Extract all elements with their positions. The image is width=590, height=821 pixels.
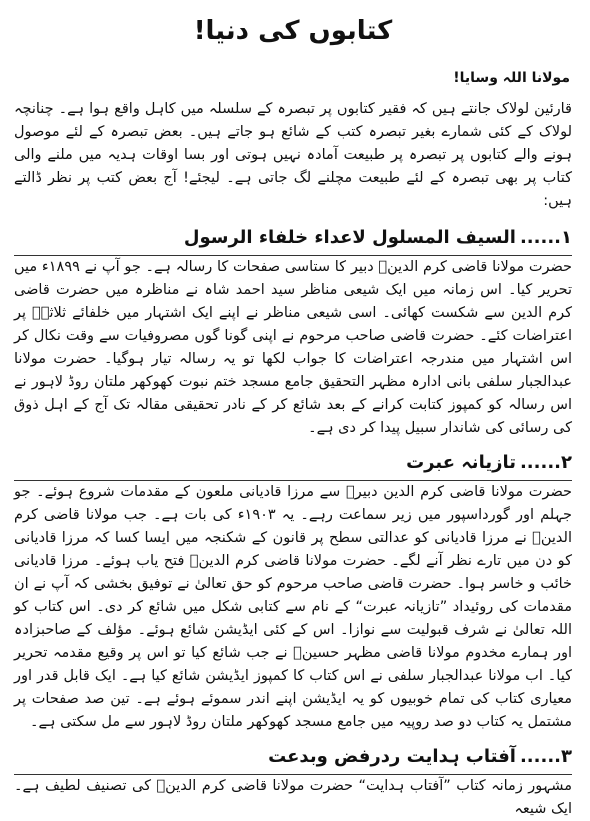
author-name: مولانا اللہ وسایا! — [453, 70, 570, 86]
section-2-body: حضرت مولانا قاضی کرم الدین دبیرؒ سے مرزا قادیانی ملعون کے مقدمات شروع ہوئے۔ جو جہلم اور گورداسپور میں زیر سماعت رہے۔ یہ ۱۹۰۳ء کی بات ہے۔ جب مولانا قاضی کرم الدینؒ نے مرزا قادیانی کو عدالتی سطح پر قانون کے شکنجہ میں ایسا کسا کہ مرزا قادیانی کو دن میں تارے نظر آنے لگے۔ حضرت مولانا قاضی کرم الدینؒ فتح یاب ہوئے۔ مرزا قادیانی خائب و خاسر ہوا۔ حضرت قاضی صاحب مرحوم کو حق تعالیٰ نے توفیق بخشی کہ آپ نے ان مقدمات کی روئیداد ”تازیانہ عبرت“ کے نام سے کتابی شکل میں شائع کر دی۔ اس کتاب کو اللہ تعالیٰ نے شرف قبولیت سے نوازا۔ اس کے کئی ایڈیشن شائع ہوئے۔ مؤلف کے صاحبزادہ اور ہمارے مخدوم مولانا قاضی مظہر حسینؒ نے جب شائع کیا تو اس پر وقیع مقدمہ تحریر کیا۔ اب مولانا عبدالجبار سلفی نے اس کتاب کا کمپوز ایڈیشن شائع کیا ہے۔ ایک قابل قدر اور معیاری کتاب کی تمام خوبیوں کو یہ ایڈیشن اپنے اندر سموئے ہوئے ہے۔ تین صد صفحات پر مشتمل یہ کتاب دو صد روپیہ میں جامع مسجد کھوکھر ملتان روڈ لاہور سے مل سکتی ہے۔ — [14, 484, 572, 730]
section-3-heading — [14, 740, 572, 775]
section-2-heading — [14, 446, 572, 481]
section-1-body: حضرت مولانا قاضی کرم الدینؒ دبیر کا ستاسی صفحات کا رسالہ ہے۔ جو آپ نے ۱۸۹۹ء میں تحریر کیا۔ اس زمانہ میں ایک شیعی مناظر سید احمد شاہ نے مناظرہ میں حضرت قاضی کرم الدین سے شکست کھائی۔ اسی شیعی مناظر نے اپنے ایک اشتہار میں خلفائے ثلاثہؓ پر اعتراضات کئے۔ حضرت قاضی صاحب مرحوم نے اپنی گونا گوں مصروفیات سے وقت نکال کر اس اشتہار میں مندرجہ اعتراضات کا جواب لکھا تو یہ رسالہ تیار ہوگیا۔ حضرت مولانا عبدالجبار سلفی بانی ادارہ مظہر التحقیق جامع مسجد ختم نبوت کھوکھر ملتان روڈ لاہور نے اس رسالہ کو کمپوز کتابت کرانے کے بعد شائع کر کے نادر تحقیقی مقالہ تک آج کے اہل ذوق کی رسائی کی شاندار سبیل پیدا کر دی ہے۔ — [14, 259, 573, 436]
section-3-title: آفتاب ہدایت ردرفض وبدعت — [268, 746, 516, 767]
section-2-number: ۲...... — [519, 452, 572, 473]
section-3-body: مشہور زمانہ کتاب ”آفتاب ہدایت“ حضرت مولانا قاضی کرم الدینؒ کی تصنیف لطیف ہے۔ ایک شیعہ — [14, 778, 572, 817]
section-1-heading — [14, 221, 572, 256]
intro-paragraph: قارئین لولاک جانتے ہیں کہ فقیر کتابوں پر تبصرہ کے سلسلہ میں کاہل واقع ہوا ہے۔ چنانچہ لولاک کے کئی شمارے بغیر تبصرہ کتب کے شائع ہو جاتے ہیں۔ بعض تبصرہ کے لئے موصول ہونے والے کتابوں پر تبصرہ پر طبیعت آمادہ نہیں ہوتی اور بسا اوقات ہدیہ میں ملنے والی کتاب پر بھی تبصرہ کے لئے طبیعت مچلنے لگ جاتی ہے۔ لیجئے! آج بعض کتب پر نظر ڈالتے ہیں: — [14, 101, 572, 209]
section-3-number: ۳...... — [519, 746, 572, 767]
page-title: کتابوں کی دنیا! — [193, 16, 393, 46]
section-1-number: ۱...... — [519, 227, 572, 248]
section-2-title: تازیانہ عبرت — [406, 452, 516, 473]
section-1-title: السیف المسلول لاعداء خلفاء الرسول — [183, 227, 516, 248]
